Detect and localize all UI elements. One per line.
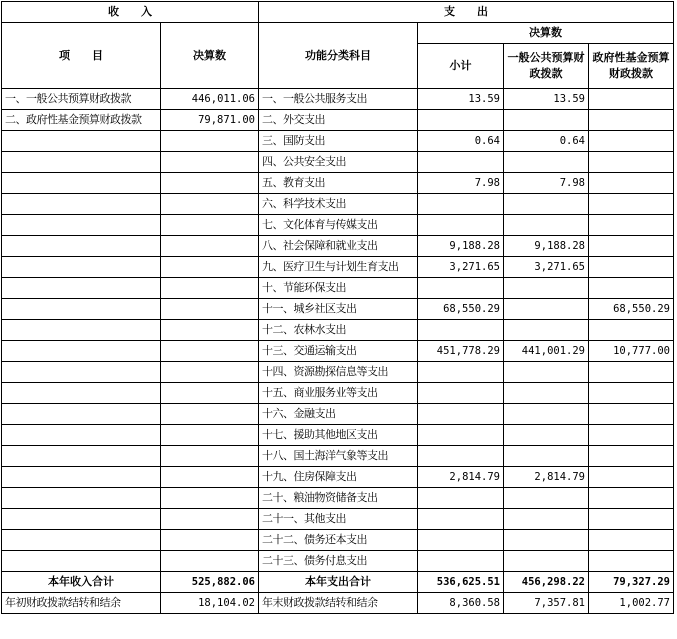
carry-end-subtotal: 8,360.58 xyxy=(418,593,504,614)
gov-fund-value xyxy=(589,425,674,446)
income-item xyxy=(2,530,161,551)
subtotal-value: 68,550.29 xyxy=(418,299,504,320)
income-item xyxy=(2,236,161,257)
subtotal-value xyxy=(418,425,504,446)
general-budget-value xyxy=(504,551,589,572)
income-item xyxy=(2,278,161,299)
subtotal-value xyxy=(418,320,504,341)
gov-fund-value xyxy=(589,236,674,257)
income-item xyxy=(2,341,161,362)
general-budget-value xyxy=(504,383,589,404)
general-budget-value xyxy=(504,446,589,467)
carry-begin-amount: 18,104.02 xyxy=(161,593,259,614)
general-budget-value xyxy=(504,299,589,320)
table-row xyxy=(2,446,674,467)
function-category: 十五、商业服务业等支出 xyxy=(259,383,418,404)
general-budget-value xyxy=(504,488,589,509)
table-row xyxy=(2,110,674,131)
income-amount xyxy=(161,278,259,299)
table-row xyxy=(2,89,674,110)
function-category: 十二、农林水支出 xyxy=(259,320,418,341)
income-item xyxy=(2,194,161,215)
income-item xyxy=(2,446,161,467)
budget-amount-header: 决算数 xyxy=(161,23,259,89)
function-category: 八、社会保障和就业支出 xyxy=(259,236,418,257)
table-row xyxy=(2,341,674,362)
general-budget-value: 13.59 xyxy=(504,89,589,110)
income-item xyxy=(2,257,161,278)
table-body xyxy=(2,89,674,572)
function-category: 十一、城乡社区支出 xyxy=(259,299,418,320)
subtotal-value xyxy=(418,152,504,173)
general-budget-value: 0.64 xyxy=(504,131,589,152)
subtotal-value: 2,814.79 xyxy=(418,467,504,488)
table-row xyxy=(2,362,674,383)
gov-fund-value xyxy=(589,215,674,236)
table-row xyxy=(2,131,674,152)
income-item xyxy=(2,173,161,194)
subtotal-value xyxy=(418,530,504,551)
income-amount xyxy=(161,383,259,404)
gov-fund-value xyxy=(589,110,674,131)
table-row xyxy=(2,551,674,572)
function-category: 三、国防支出 xyxy=(259,131,418,152)
subtotal-value xyxy=(418,446,504,467)
table-row xyxy=(2,152,674,173)
income-amount: 79,871.00 xyxy=(161,110,259,131)
income-item xyxy=(2,425,161,446)
function-category: 十四、资源勘探信息等支出 xyxy=(259,362,418,383)
gov-fund-value xyxy=(589,467,674,488)
income-amount xyxy=(161,530,259,551)
gov-fund-value xyxy=(589,257,674,278)
table-row xyxy=(2,383,674,404)
income-amount xyxy=(161,341,259,362)
subtotal-value xyxy=(418,509,504,530)
general-budget-value xyxy=(504,320,589,341)
income-item: 二、政府性基金预算财政拨款 xyxy=(2,110,161,131)
function-category: 十八、国土海洋气象等支出 xyxy=(259,446,418,467)
table-row xyxy=(2,404,674,425)
subtotal-value xyxy=(418,215,504,236)
income-item xyxy=(2,131,161,152)
gov-fund-value xyxy=(589,530,674,551)
expense-total-subtotal: 536,625.51 xyxy=(418,572,504,593)
table-row xyxy=(2,299,674,320)
carry-begin-label: 年初财政拨款结转和结余 xyxy=(2,593,161,614)
gov-fund-value xyxy=(589,404,674,425)
subtotal-value xyxy=(418,404,504,425)
income-item xyxy=(2,320,161,341)
gov-fund-value xyxy=(589,488,674,509)
income-item xyxy=(2,488,161,509)
gov-fund-value xyxy=(589,131,674,152)
general-budget-value: 9,188.28 xyxy=(504,236,589,257)
income-amount xyxy=(161,404,259,425)
subtotal-value: 451,778.29 xyxy=(418,341,504,362)
subtotal-value: 9,188.28 xyxy=(418,236,504,257)
expense-total-general: 456,298.22 xyxy=(504,572,589,593)
gov-fund-value xyxy=(589,152,674,173)
general-budget-value xyxy=(504,362,589,383)
gov-fund-value xyxy=(589,446,674,467)
income-amount xyxy=(161,425,259,446)
gov-fund-value xyxy=(589,551,674,572)
income-amount xyxy=(161,173,259,194)
subtotal-value xyxy=(418,488,504,509)
function-category: 二、外交支出 xyxy=(259,110,418,131)
expense-total-label: 本年支出合计 xyxy=(259,572,418,593)
function-category: 十三、交通运输支出 xyxy=(259,341,418,362)
function-category: 七、文化体育与传媒支出 xyxy=(259,215,418,236)
function-category: 二十三、债务付息支出 xyxy=(259,551,418,572)
general-budget-value: 2,814.79 xyxy=(504,467,589,488)
subtotal-value xyxy=(418,362,504,383)
table-row xyxy=(2,236,674,257)
income-amount xyxy=(161,551,259,572)
income-total-amount: 525,882.06 xyxy=(161,572,259,593)
general-budget-value xyxy=(504,194,589,215)
income-amount xyxy=(161,236,259,257)
table-row xyxy=(2,425,674,446)
income-item xyxy=(2,215,161,236)
table-row xyxy=(2,467,674,488)
income-amount xyxy=(161,467,259,488)
gov-fund-value xyxy=(589,509,674,530)
gov-fund-value: 68,550.29 xyxy=(589,299,674,320)
function-category: 五、教育支出 xyxy=(259,173,418,194)
expense-header: 支 出 xyxy=(259,2,674,23)
table-row xyxy=(2,173,674,194)
gov-fund-value xyxy=(589,194,674,215)
subtotal-value xyxy=(418,383,504,404)
function-category: 九、医疗卫生与计划生育支出 xyxy=(259,257,418,278)
carry-end-fund: 1,002.77 xyxy=(589,593,674,614)
general-budget-value xyxy=(504,425,589,446)
function-category: 六、科学技术支出 xyxy=(259,194,418,215)
item-header: 项 目 xyxy=(2,23,161,89)
subtotal-value: 13.59 xyxy=(418,89,504,110)
income-item xyxy=(2,299,161,320)
income-amount xyxy=(161,257,259,278)
income-item xyxy=(2,362,161,383)
function-category-header: 功能分类科目 xyxy=(259,23,418,89)
function-category: 十七、援助其他地区支出 xyxy=(259,425,418,446)
function-category: 十六、金融支出 xyxy=(259,404,418,425)
carry-end-label: 年末财政拨款结转和结余 xyxy=(259,593,418,614)
income-amount xyxy=(161,131,259,152)
gov-fund-value xyxy=(589,383,674,404)
income-amount xyxy=(161,509,259,530)
table-row xyxy=(2,509,674,530)
income-amount xyxy=(161,362,259,383)
general-budget-value xyxy=(504,530,589,551)
income-item xyxy=(2,509,161,530)
general-budget-value xyxy=(504,110,589,131)
gov-fund-value: 10,777.00 xyxy=(589,341,674,362)
income-amount: 446,011.06 xyxy=(161,89,259,110)
income-item xyxy=(2,551,161,572)
function-category: 二十一、其他支出 xyxy=(259,509,418,530)
subtotal-value xyxy=(418,551,504,572)
income-item: 一、一般公共预算财政拨款 xyxy=(2,89,161,110)
subtotal-header: 小计 xyxy=(418,44,504,89)
general-budget-value: 3,271.65 xyxy=(504,257,589,278)
general-budget-value: 7.98 xyxy=(504,173,589,194)
subtotal-value xyxy=(418,278,504,299)
subtotal-value: 3,271.65 xyxy=(418,257,504,278)
subtotal-value xyxy=(418,194,504,215)
gov-fund-header: 政府性基金预算财政拨款 xyxy=(589,44,674,89)
income-item xyxy=(2,152,161,173)
function-category: 十、节能环保支出 xyxy=(259,278,418,299)
function-category: 四、公共安全支出 xyxy=(259,152,418,173)
table-row xyxy=(2,215,674,236)
function-category: 二十、粮油物资储备支出 xyxy=(259,488,418,509)
fiscal-appropriation-table xyxy=(1,1,674,614)
income-amount xyxy=(161,194,259,215)
function-category: 十九、住房保障支出 xyxy=(259,467,418,488)
function-category: 一、一般公共服务支出 xyxy=(259,89,418,110)
income-total-label: 本年收入合计 xyxy=(2,572,161,593)
carry-end-general: 7,357.81 xyxy=(504,593,589,614)
income-amount xyxy=(161,299,259,320)
income-amount xyxy=(161,152,259,173)
table-row xyxy=(2,488,674,509)
income-amount xyxy=(161,446,259,467)
general-budget-header: 一般公共预算财政拨款 xyxy=(504,44,589,89)
income-item xyxy=(2,467,161,488)
function-category: 二十二、债务还本支出 xyxy=(259,530,418,551)
table-row xyxy=(2,257,674,278)
general-budget-value xyxy=(504,509,589,530)
general-budget-value xyxy=(504,215,589,236)
subtotal-value: 0.64 xyxy=(418,131,504,152)
income-item xyxy=(2,383,161,404)
income-amount xyxy=(161,320,259,341)
general-budget-value xyxy=(504,152,589,173)
table-row xyxy=(2,320,674,341)
income-amount xyxy=(161,488,259,509)
expense-total-fund: 79,327.29 xyxy=(589,572,674,593)
general-budget-value xyxy=(504,278,589,299)
gov-fund-value xyxy=(589,362,674,383)
income-amount xyxy=(161,215,259,236)
table-row xyxy=(2,278,674,299)
general-budget-value: 441,001.29 xyxy=(504,341,589,362)
budget-amount-group-header: 决算数 xyxy=(418,23,674,44)
gov-fund-value xyxy=(589,89,674,110)
income-item xyxy=(2,404,161,425)
subtotal-value xyxy=(418,110,504,131)
table-row xyxy=(2,194,674,215)
gov-fund-value xyxy=(589,278,674,299)
general-budget-value xyxy=(504,404,589,425)
table-row xyxy=(2,530,674,551)
gov-fund-value xyxy=(589,173,674,194)
subtotal-value: 7.98 xyxy=(418,173,504,194)
income-header: 收 入 xyxy=(2,2,259,23)
gov-fund-value xyxy=(589,320,674,341)
